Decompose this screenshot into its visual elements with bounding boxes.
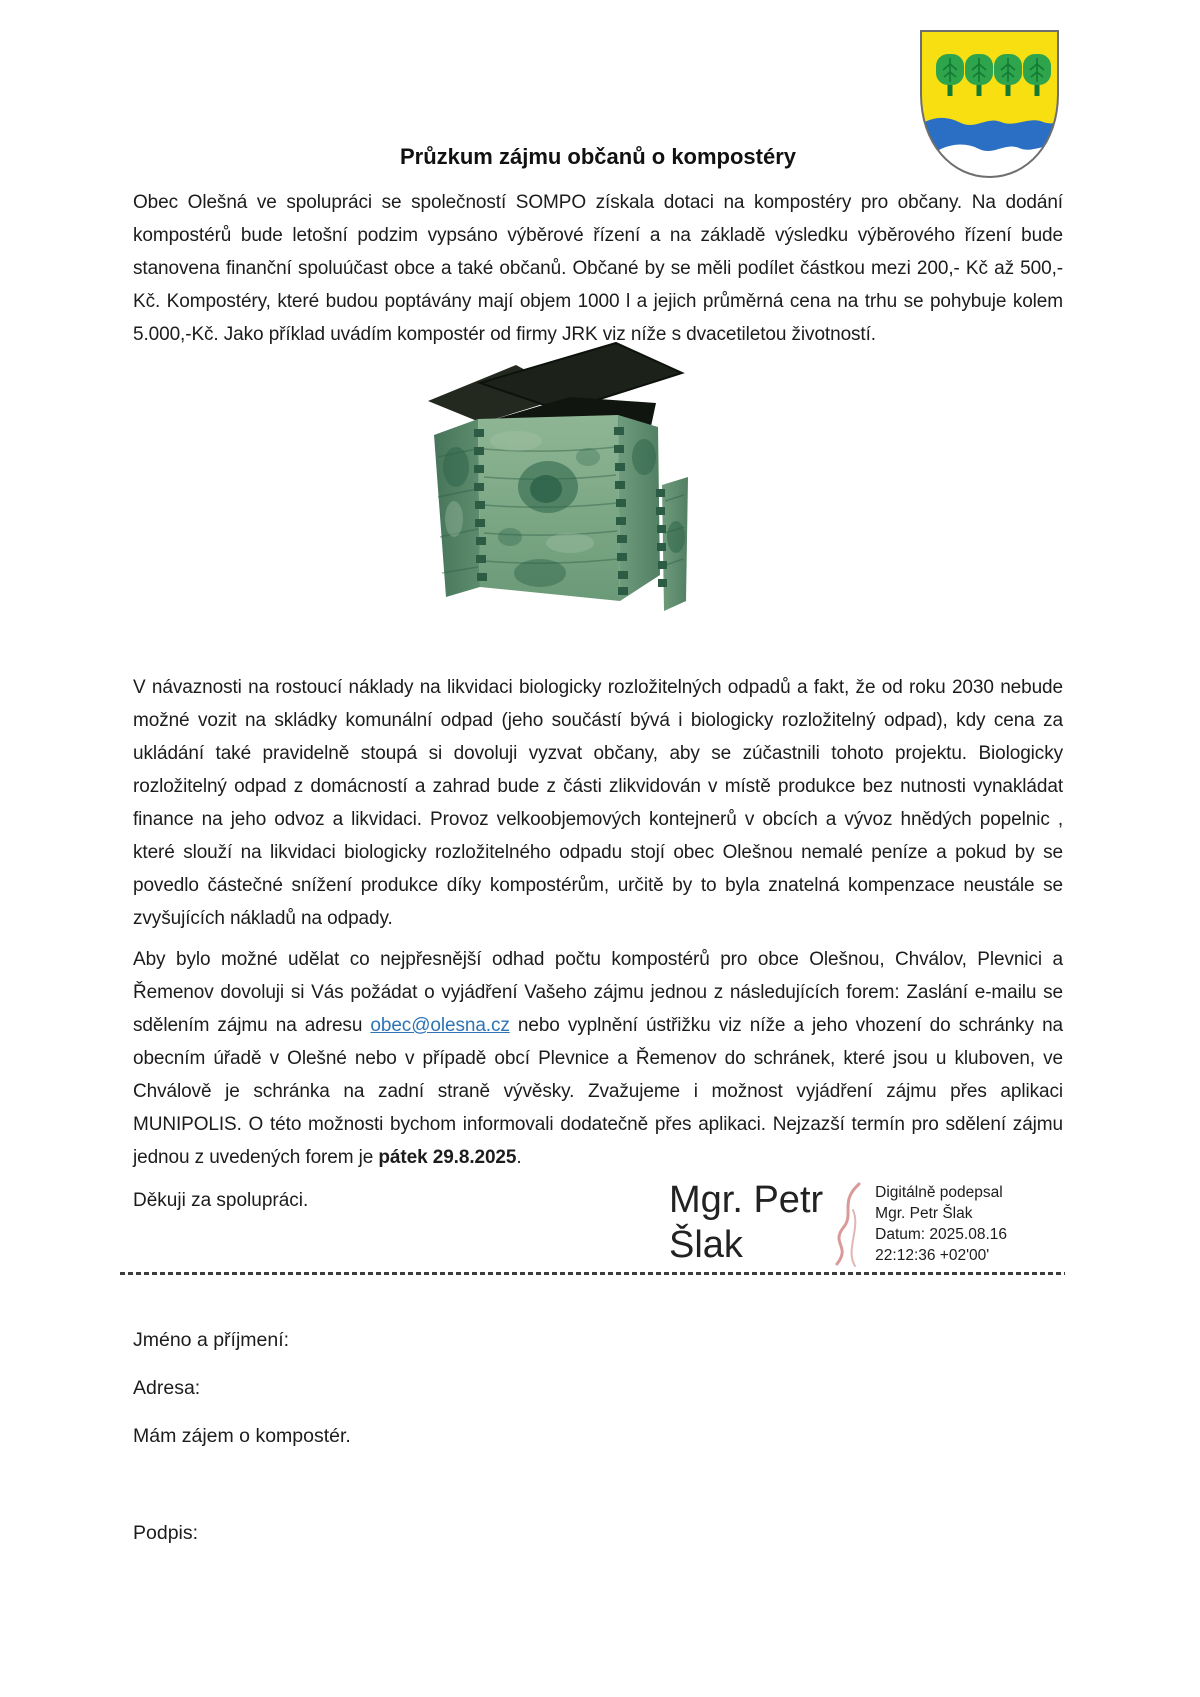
signature-details-line4: 22:12:36 +02'00': [875, 1247, 990, 1264]
signature-details-line2: Mgr. Petr Šlak: [875, 1205, 973, 1222]
paragraph-waste-costs: V návaznosti na rostoucí náklady na likvidaci biologicky rozložitelných odpadů a fakt, že od roku 2030 nebude možné vozit na skládky komunální odpad (jeho součástí bývá i biologicky rozložitelný odpad), kdy cena za ukládání také pravidelně stoupá si dovoluji vyzvat občany, aby se zúčastnili tohoto projektu. Biologicky rozložitelný odpad z domácností a zahrad bude z části zlikvidován v místě produkce bez nutnosti vynakládat finance na jeho odvoz a likvidaci. Provoz velkoobjemových kontejnerů v obcích a vývoz hnědých popelnic , které slouží na likvidaci biologicky rozložitelného odpadu stojí obec Olešnou nemalé peníze a pokud by se povedlo částečné snížení produkce díky kompostérům, určitě by to byla znatelná kompenzace neustále se zvyšujících nákladů na odpady.: [133, 677, 1063, 929]
paragraph3-text-before-email: Aby bylo možné udělat co nejpřesnější odhad počtu kompostérů pro obce Olešnou, Chválov, Plevnici a Řemenov dovoluji si Vás požádat o vyjádření Vašeho zájmu jednou z následujících forem: Zaslání e-mailu se sdělením zájmu na adresu: [133, 949, 1063, 1036]
signature-name-line1: Mgr. Petr: [669, 1179, 824, 1221]
signature-flourish-icon: [825, 1180, 871, 1268]
composter-photo: [420, 337, 688, 621]
digital-signature-block: [669, 1178, 1007, 1268]
composter-illustration: [420, 337, 688, 621]
signature-details-line3: Datum: 2025.08.16: [875, 1226, 1007, 1243]
paragraph-intro: Obec Olešná ve spolupráci se společností SOMPO získala dotaci na kompostéry pro občany. Na dodání kompostérů bude letošní podzim vypsáno výběrové řízení a na základě výsledku výběrového řízení bude stanovena finanční spoluúčast obce a také občanů. Občané by se měli podílet částkou mezi 200,- Kč až 500,-Kč. Kompostéry, které budou poptávány mají objem 1000 l a jejich průměrná cena na trhu se pohybuje kolem 5.000,-Kč. Jako příklad uvádím kompostér od firmy JRK viz níže s dvacetiletou životností.: [133, 192, 1063, 345]
signature-details: [875, 1178, 1007, 1266]
paragraph3-closing: .: [516, 1147, 522, 1168]
signature-details-line1: Digitálně podepsal: [875, 1184, 1003, 1201]
paragraph3-text-after-email: nebo vyplnění ústřižku viz níže a jeho vhození do schránky na obecním úřadě v Olešné nebo v případě obcí Plevnice a Řemenov do schránek, které jsou u kluboven, ve Chválově je schránka na zadní straně vývěsky. Zvažujeme i možnost vyjádření zájmu přes aplikaci MUNIPOLIS. O této možnosti bychom informovali dodatečně přes aplikaci. Nejzazší termín pro sdělení zájmu jednou z uvedených forem je: [133, 1015, 1063, 1168]
address-field-label: Adresa:: [133, 1377, 201, 1399]
cut-line-separator: [120, 1272, 1065, 1275]
deadline-date: pátek 29.8.2025: [378, 1147, 517, 1168]
interest-statement-label: Mám zájem o kompostér.: [133, 1425, 351, 1447]
closing-thanks: Děkuji za spolupráci.: [133, 1190, 309, 1211]
municipal-coat-of-arms-icon: [917, 28, 1062, 180]
closing-signature-row: [133, 1178, 1063, 1268]
name-field-label: Jméno a příjmení:: [133, 1329, 290, 1351]
paragraph-interest-survey: [133, 943, 1063, 1174]
signature-field-label: Podpis:: [133, 1522, 199, 1544]
email-link[interactable]: obec@olesna.cz: [370, 1015, 510, 1036]
signature-name-line2: Šlak: [669, 1224, 743, 1266]
page-title: Průzkum zájmu občanů o kompostéry: [399, 144, 797, 169]
signature-name: [669, 1178, 823, 1268]
